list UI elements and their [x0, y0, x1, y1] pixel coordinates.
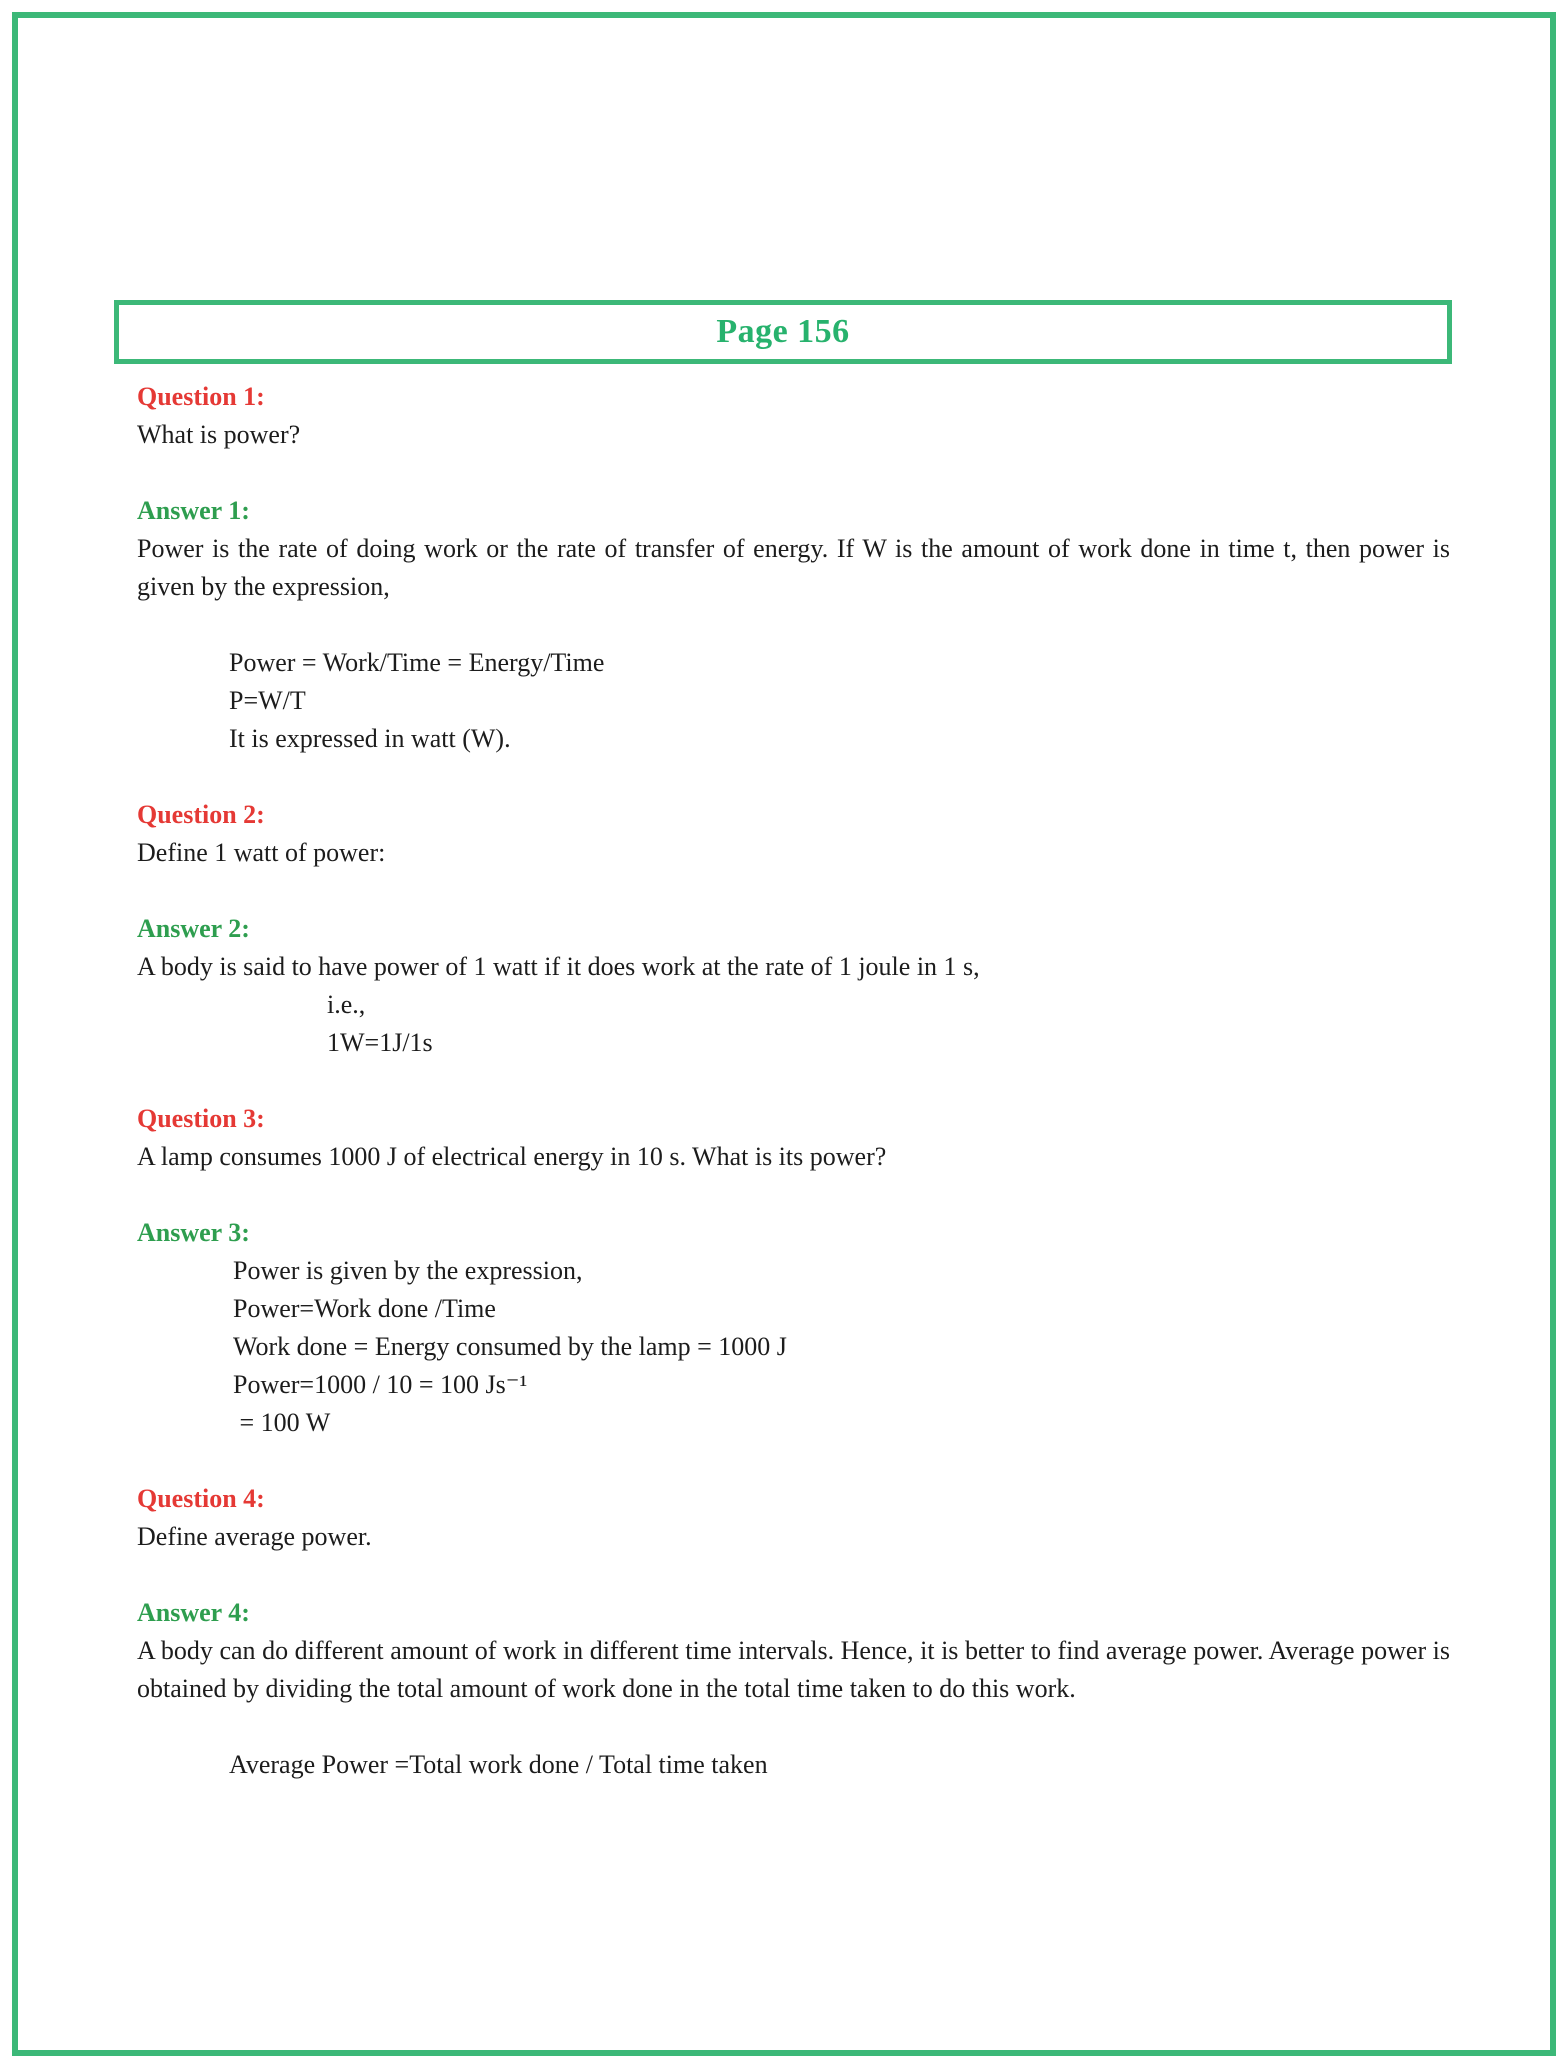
answer-1-label: Answer 1:	[137, 496, 250, 525]
answer-2-label: Answer 2:	[137, 914, 250, 943]
answer-1-paragraph: Power is the rate of doing work or the rate of transfer of energy. If W is the amount of work done in time t, then power is given by the expression,	[137, 534, 1450, 601]
spacer	[137, 1708, 1450, 1746]
qa-section-1	[137, 378, 1450, 758]
qa-section-2	[137, 796, 1450, 1062]
answer-3-line: Work done = Energy consumed by the lamp = 1000 J	[233, 1332, 787, 1361]
question-1-label: Question 1:	[137, 382, 265, 411]
answer-2-sub-line: i.e.,	[327, 990, 366, 1019]
question-3-text: A lamp consumes 1000 J of electrical energy in 10 s. What is its power?	[137, 1142, 887, 1171]
answer-2-sub-line: 1W=1J/1s	[327, 1028, 433, 1057]
answer-3-label: Answer 3:	[137, 1218, 250, 1247]
question-4-text: Define average power.	[137, 1522, 372, 1551]
answer-4-label: Answer 4:	[137, 1598, 250, 1627]
answer-1-line: It is expressed in watt (W).	[229, 724, 511, 753]
answer-3-line: = 100 W	[233, 1408, 331, 1437]
spacer	[137, 606, 1450, 644]
answer-4-paragraph: A body can do different amount of work in different time intervals. Hence, it is better to find average power. Average power is obtained by dividing the total amount of work done in the total time taken to do this work.	[137, 1636, 1450, 1703]
question-1-text: What is power?	[137, 420, 301, 449]
page-header	[114, 300, 1452, 364]
question-3-label: Question 3:	[137, 1104, 265, 1133]
question-2-label: Question 2:	[137, 800, 265, 829]
qa-section-3	[137, 1100, 1450, 1442]
answer-1-line: Power = Work/Time = Energy/Time	[229, 648, 605, 677]
answer-3-line: Power is given by the expression,	[233, 1256, 583, 1285]
answer-3-line: Power=1000 / 10 = 100 Js⁻¹	[233, 1370, 528, 1399]
page-title: Page 156	[716, 313, 850, 350]
answer-2-line: A body is said to have power of 1 watt if it does work at the rate of 1 joule in 1 s,	[137, 952, 980, 981]
question-4-label: Question 4:	[137, 1484, 265, 1513]
qa-section-4	[137, 1480, 1450, 1784]
answer-4-line: Average Power =Total work done / Total time taken	[229, 1750, 768, 1779]
question-2-text: Define 1 watt of power:	[137, 838, 386, 867]
answer-3-line: Power=Work done /Time	[233, 1294, 496, 1323]
answer-1-line: P=W/T	[229, 686, 306, 715]
document-content	[137, 378, 1450, 1784]
